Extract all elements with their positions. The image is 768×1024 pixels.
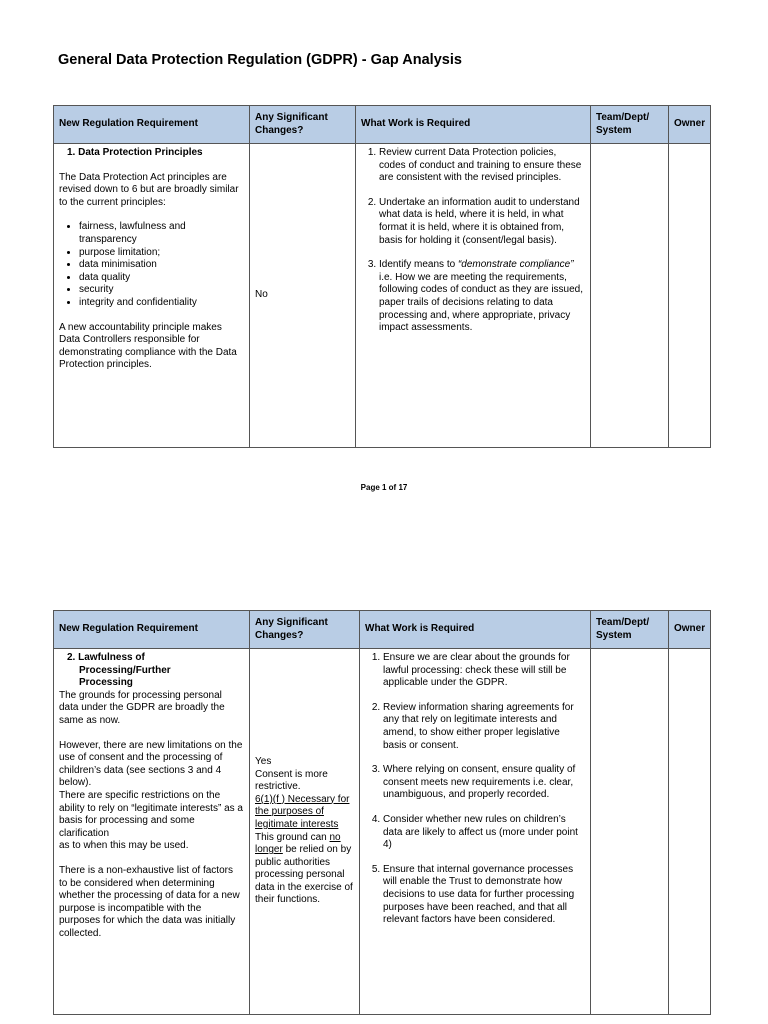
list-item: 2. Undertake an information audit to understand what data is held, where it is held, in what format it is held, where it is obtained from, basis for holding it (consent/legal basis). — [379, 197, 585, 247]
work-list — [365, 652, 585, 927]
changes-cell — [250, 144, 356, 448]
work-emphasis: “demonstrate compliance” — [457, 259, 574, 271]
work-text: Identify means to — [379, 259, 458, 271]
list-item: • data minimisation — [79, 259, 244, 272]
team-cell — [591, 144, 669, 448]
changes-text-post: be relied on by public authorities processing personal data in the exercise of their functions. — [255, 844, 353, 906]
list-item: • purpose limitation; — [79, 247, 244, 260]
changes-nolonger: no longer — [255, 831, 341, 856]
changes-value: No — [255, 289, 268, 301]
section-intro: The Data Protection Act principles are revised down to 6 but are broadly similar to the current principles: — [59, 171, 239, 208]
list-item: 4. Consider whether new rules on children’s data are likely to affect us (more under point 4) — [383, 814, 585, 852]
table-row — [54, 144, 711, 448]
work-list — [361, 147, 585, 335]
header-team: Team/Dept/ System — [591, 611, 669, 649]
owner-cell — [669, 649, 711, 1015]
list-item: 1. Review current Data Protection policies, codes of conduct and training to ensure these are consistent with the revised principles. — [379, 147, 585, 185]
work-cell — [356, 144, 591, 448]
section-paragraph: There are specific restrictions on the ability to rely on “legitimate interests” as a basis for processing and some clarification — [59, 789, 243, 839]
list-item: 2. Review information sharing agreements for any that rely on legitimate interests and amend, to show either proper legislative basis or consent. — [383, 702, 585, 752]
principles-list — [59, 221, 244, 309]
header-requirement: New Regulation Requirement — [54, 611, 250, 649]
list-item: 3. Where relying on consent, ensure quality of consent meets new requirements i.e. clear, unambiguous, and properly recorded. — [383, 764, 585, 802]
list-item: • integrity and confidentiality — [79, 297, 244, 310]
header-changes: Any Significant Changes? — [250, 611, 360, 649]
work-cell — [360, 649, 591, 1015]
list-item: • data quality — [79, 272, 244, 285]
header-work: What Work is Required — [356, 106, 591, 144]
owner-cell — [669, 144, 711, 448]
work-text: i.e. How we are meeting the requirements, following codes of conduct as they are issued, paper trails of decisions relating to data processing and, where appropriate, privacy impact assessments. — [379, 271, 584, 334]
section-paragraph: There is a non-exhaustive list of factors to be considered when determining whether the processing of data for a new purpose is incompatible with the purposes for which the data was initially collected. — [59, 864, 240, 939]
page-number: Page 1 of 17 — [360, 483, 408, 492]
requirement-cell — [54, 144, 250, 448]
section-title: Processing/Further — [79, 664, 171, 676]
changes-text-pre: This ground can — [255, 831, 330, 843]
list-item: 1. Ensure we are clear about the grounds for lawful processing: check these will still be applicable under the GDPR. — [383, 652, 585, 690]
header-owner: Owner — [669, 106, 711, 144]
header-owner: Owner — [669, 611, 711, 649]
document-title: General Data Protection Regulation (GDPR) - Gap Analysis — [58, 52, 462, 68]
header-requirement: New Regulation Requirement — [54, 106, 250, 144]
list-item: • security — [79, 284, 244, 297]
header-work: What Work is Required — [360, 611, 591, 649]
section-title: 1. Data Protection Principles — [67, 147, 203, 158]
list-item: 5. Ensure that internal governance processes will enable the Trust to demonstrate how decisions to use data for further processing purposes have been reached, and that all relevant factors have been considered. — [383, 864, 585, 927]
changes-cell — [250, 649, 360, 1015]
section-closing: A new accountability principle makes Data Controllers responsible for demonstrating compliance with the Data Protection principles. — [59, 321, 237, 371]
changes-text: Consent is more restrictive. — [255, 768, 328, 793]
table-row — [54, 649, 711, 1015]
header-changes: Any Significant Changes? — [250, 106, 356, 144]
section-paragraph: as to when this may be used. — [59, 840, 189, 852]
gap-analysis-table-2 — [53, 610, 711, 1015]
list-item — [379, 259, 585, 335]
changes-underlined: 6(1)(f ) Necessary for the purposes of legitimate interests — [255, 793, 350, 830]
table-header-row — [54, 106, 711, 144]
section-paragraph: However, there are new limitations on the use of consent and the processing of children’s data (see sections 3 and 4 below). — [59, 739, 243, 789]
changes-value: Yes — [255, 755, 272, 767]
section-title: 2. Lawfulness of — [67, 652, 145, 663]
section-title: Processing — [79, 677, 133, 689]
header-team: Team/Dept/ System — [591, 106, 669, 144]
list-item: • fairness, lawfulness and transparency — [79, 221, 244, 246]
team-cell — [591, 649, 669, 1015]
section-paragraph: The grounds for processing personal data under the GDPR are broadly the same as now. — [59, 689, 225, 726]
table-header-row — [54, 611, 711, 649]
requirement-cell — [54, 649, 250, 1015]
gap-analysis-table-1 — [53, 105, 711, 448]
changes-text — [255, 832, 354, 908]
